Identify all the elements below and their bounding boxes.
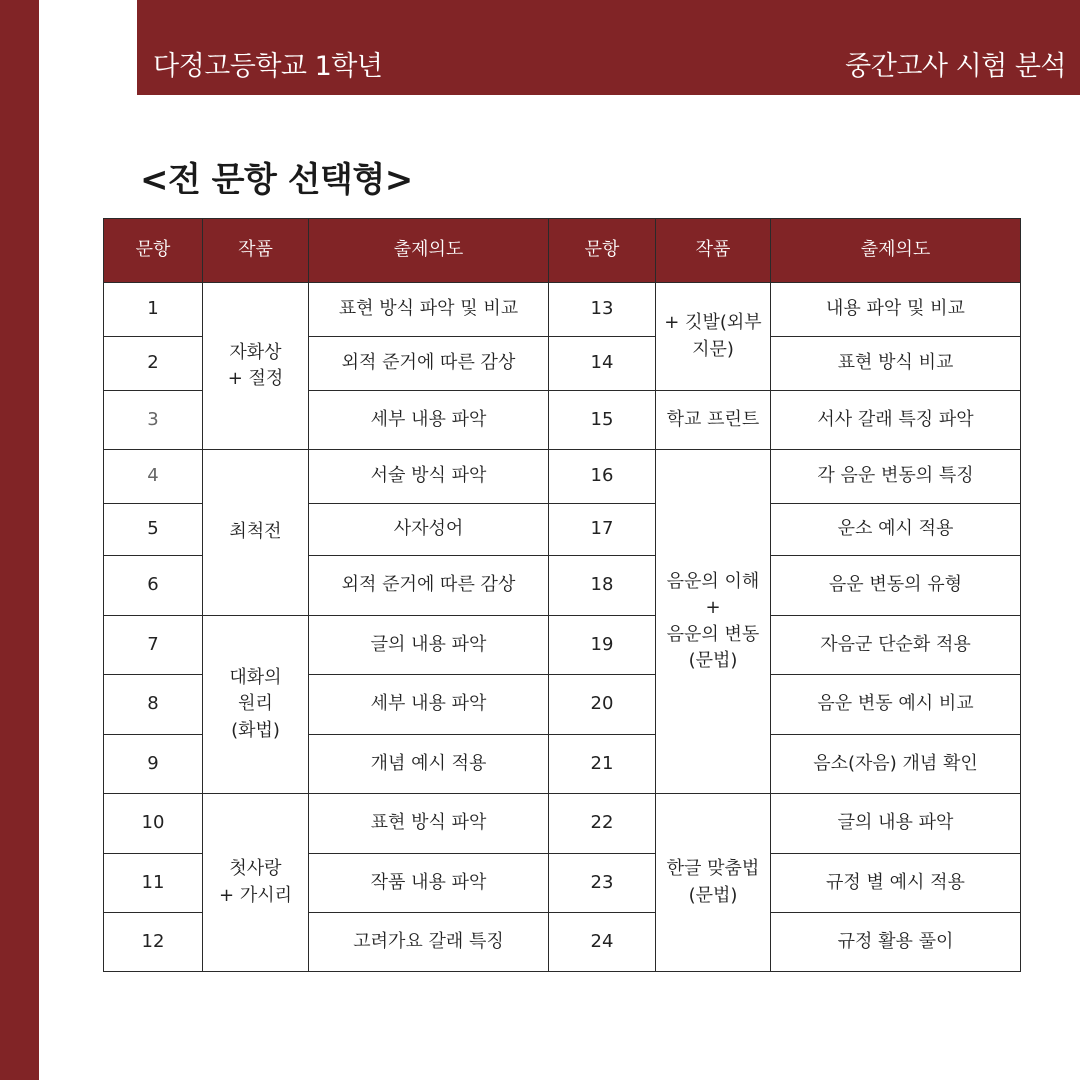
section-title: <전 문항 선택형> xyxy=(140,160,413,200)
question-number: 12 xyxy=(104,913,203,972)
col-header-work: 작품 xyxy=(656,219,771,283)
intent-cell: 서술 방식 파악 xyxy=(309,450,549,504)
intent-cell: 음운 변동의 유형 xyxy=(771,556,1021,616)
question-number: 11 xyxy=(104,854,203,913)
work-line: 학교 프린트 xyxy=(666,408,760,430)
col-header-work: 작품 xyxy=(203,219,309,283)
intent-cell: 표현 방식 파악 및 비교 xyxy=(309,283,549,337)
question-number: 9 xyxy=(104,735,203,794)
work-line: 원리 xyxy=(238,693,273,715)
intent-cell: 서사 갈래 특징 파악 xyxy=(771,391,1021,450)
question-number: 22 xyxy=(549,794,656,854)
work-line: 첫사랑 xyxy=(229,858,282,880)
question-number: 15 xyxy=(549,391,656,450)
col-header-number: 문항 xyxy=(104,219,203,283)
work-line: + 절정 xyxy=(227,368,284,389)
question-number: 3 xyxy=(104,391,203,450)
work-line: 한글 맞춤법 xyxy=(666,858,760,880)
question-number: 19 xyxy=(549,616,656,675)
exam-analysis-table xyxy=(103,218,1021,972)
intent-cell: 글의 내용 파악 xyxy=(771,794,1021,854)
intent-cell: 외적 준거에 따른 감상 xyxy=(309,337,549,391)
intent-cell: 세부 내용 파악 xyxy=(309,675,549,735)
question-number: 13 xyxy=(549,283,656,337)
intent-cell: 내용 파악 및 비교 xyxy=(771,283,1021,337)
intent-cell: 운소 예시 적용 xyxy=(771,504,1021,556)
col-header-number: 문항 xyxy=(549,219,656,283)
intent-cell: 각 음운 변동의 특징 xyxy=(771,450,1021,504)
work-line: (문법) xyxy=(688,649,738,671)
intent-cell: 글의 내용 파악 xyxy=(309,616,549,675)
question-number: 8 xyxy=(104,675,203,735)
work-line: 지문) xyxy=(692,338,734,360)
intent-cell: 규정 활용 풀이 xyxy=(771,913,1021,972)
intent-cell: 음소(자음) 개념 확인 xyxy=(771,735,1021,794)
question-number: 5 xyxy=(104,504,203,556)
work-cell xyxy=(203,283,309,450)
work-line: + 깃발(외부 xyxy=(664,312,762,334)
exam-analysis-title: 중간고사 시험 분석 xyxy=(845,51,1066,82)
intent-cell: 고려가요 갈래 특징 xyxy=(309,913,549,972)
side-accent-bar xyxy=(0,0,39,1080)
question-number: 2 xyxy=(104,337,203,391)
question-number: 4 xyxy=(104,450,203,504)
work-line: (화법) xyxy=(231,719,280,741)
work-cell xyxy=(656,283,771,391)
work-line: + 가시리 xyxy=(219,884,292,906)
question-number: 17 xyxy=(549,504,656,556)
question-number: 6 xyxy=(104,556,203,616)
work-line: 대화의 xyxy=(229,667,282,689)
work-cell xyxy=(656,794,771,972)
question-number: 10 xyxy=(104,794,203,854)
question-number: 16 xyxy=(549,450,656,504)
question-number: 1 xyxy=(104,283,203,337)
col-header-intent: 출제의도 xyxy=(309,219,549,283)
question-number: 14 xyxy=(549,337,656,391)
work-cell xyxy=(656,450,771,794)
work-cell xyxy=(203,450,309,616)
work-cell xyxy=(656,391,771,450)
question-number: 24 xyxy=(549,913,656,972)
intent-cell: 작품 내용 파악 xyxy=(309,854,549,913)
intent-cell: 규정 별 예시 적용 xyxy=(771,854,1021,913)
intent-cell: 개념 예시 적용 xyxy=(309,735,549,794)
work-line: 자화상 xyxy=(229,341,282,363)
intent-cell: 표현 방식 비교 xyxy=(771,337,1021,391)
question-number: 20 xyxy=(549,675,656,735)
question-number: 23 xyxy=(549,854,656,913)
table-row xyxy=(104,283,1021,337)
work-line: (문법) xyxy=(688,884,738,906)
work-cell xyxy=(203,616,309,794)
work-cell xyxy=(203,794,309,972)
school-grade-label: 다정고등학교 1학년 xyxy=(153,51,383,82)
table-row xyxy=(104,450,1021,504)
question-number: 7 xyxy=(104,616,203,675)
intent-cell: 외적 준거에 따른 감상 xyxy=(309,556,549,616)
question-number: 18 xyxy=(549,556,656,616)
table-row xyxy=(104,794,1021,854)
table-row xyxy=(104,616,1021,675)
work-line: 음운의 변동 xyxy=(666,623,760,645)
work-line: 최척전 xyxy=(229,521,282,543)
intent-cell: 표현 방식 파악 xyxy=(309,794,549,854)
intent-cell: 사자성어 xyxy=(309,504,549,556)
intent-cell: 세부 내용 파악 xyxy=(309,391,549,450)
question-number: 21 xyxy=(549,735,656,794)
intent-cell: 자음군 단순화 적용 xyxy=(771,616,1021,675)
work-line: + xyxy=(705,597,721,619)
table-header-row xyxy=(104,219,1021,283)
col-header-intent: 출제의도 xyxy=(771,219,1021,283)
intent-cell: 음운 변동 예시 비교 xyxy=(771,675,1021,735)
work-line: 음운의 이해 xyxy=(666,571,760,593)
header-banner xyxy=(137,0,1080,95)
